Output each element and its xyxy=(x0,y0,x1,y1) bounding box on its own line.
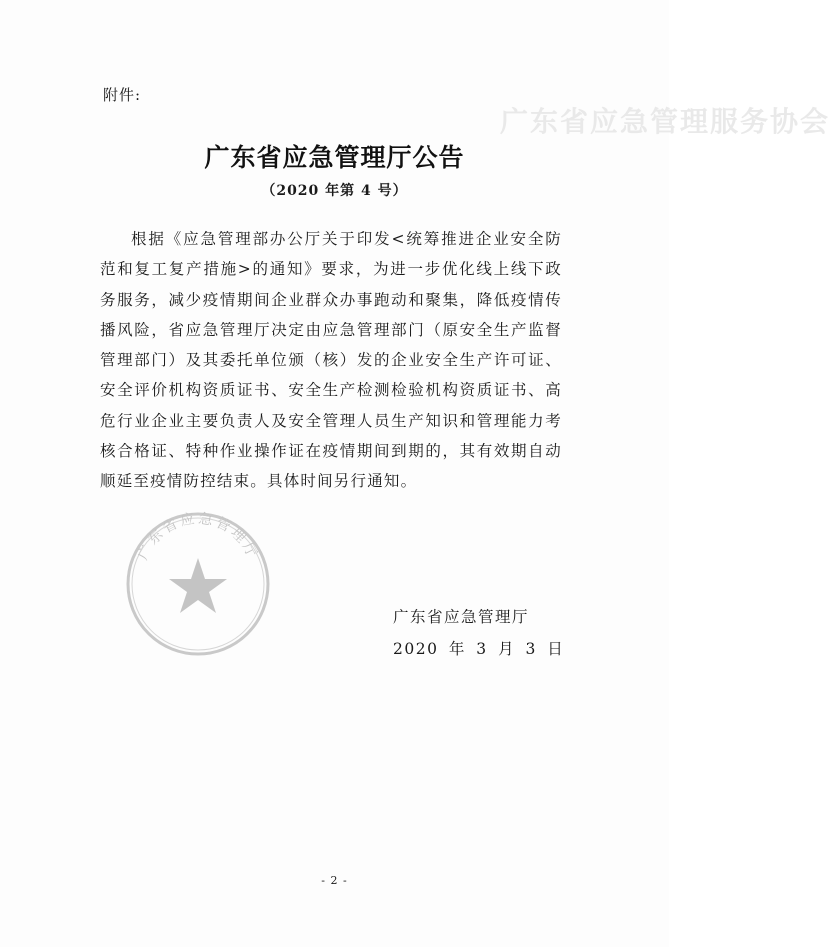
attachment-label: 附件: xyxy=(103,86,142,104)
document-number: （2020 年第 4 号） xyxy=(261,183,408,199)
official-seal-icon xyxy=(124,510,272,658)
page-number: - 2 - xyxy=(321,874,348,887)
issue-date: 2020 年 3 月 3 日 xyxy=(393,640,565,658)
document-title: 广东省应急管理厅公告 xyxy=(204,143,465,172)
background-bleed-title: 广东省应急管理服务协会 xyxy=(500,105,830,138)
issuing-authority: 广东省应急管理厅 xyxy=(393,608,530,626)
body-paragraph: 根据《应急管理部办公厅关于印发<统筹推进企业安全防范和复工复产措施>的通知》要求，为进一步优化线上线下政务服务，减少疫情期间企业群众办事跑动和聚集，降低疫情传播风险，省应急管理厅决定由应急管理部门（原安全生产监督管理部门）及其委托单位颁（核）发的企业安全生产许可证、安全评价机构资质证书、安全生产检测检验机构资质证书、高危行业企业主要负责人及安全管理人员生产知识和管理能力考核合格证、特种作业操作证在疫情期间到期的，其有效期自动顺延至疫情防控结束。具体时间另行通知。 xyxy=(100,230,562,491)
seal-text: 广东省应急管理厅 xyxy=(135,510,261,563)
svg-text:广东省应急管理厅 xyxy=(135,511,261,563)
